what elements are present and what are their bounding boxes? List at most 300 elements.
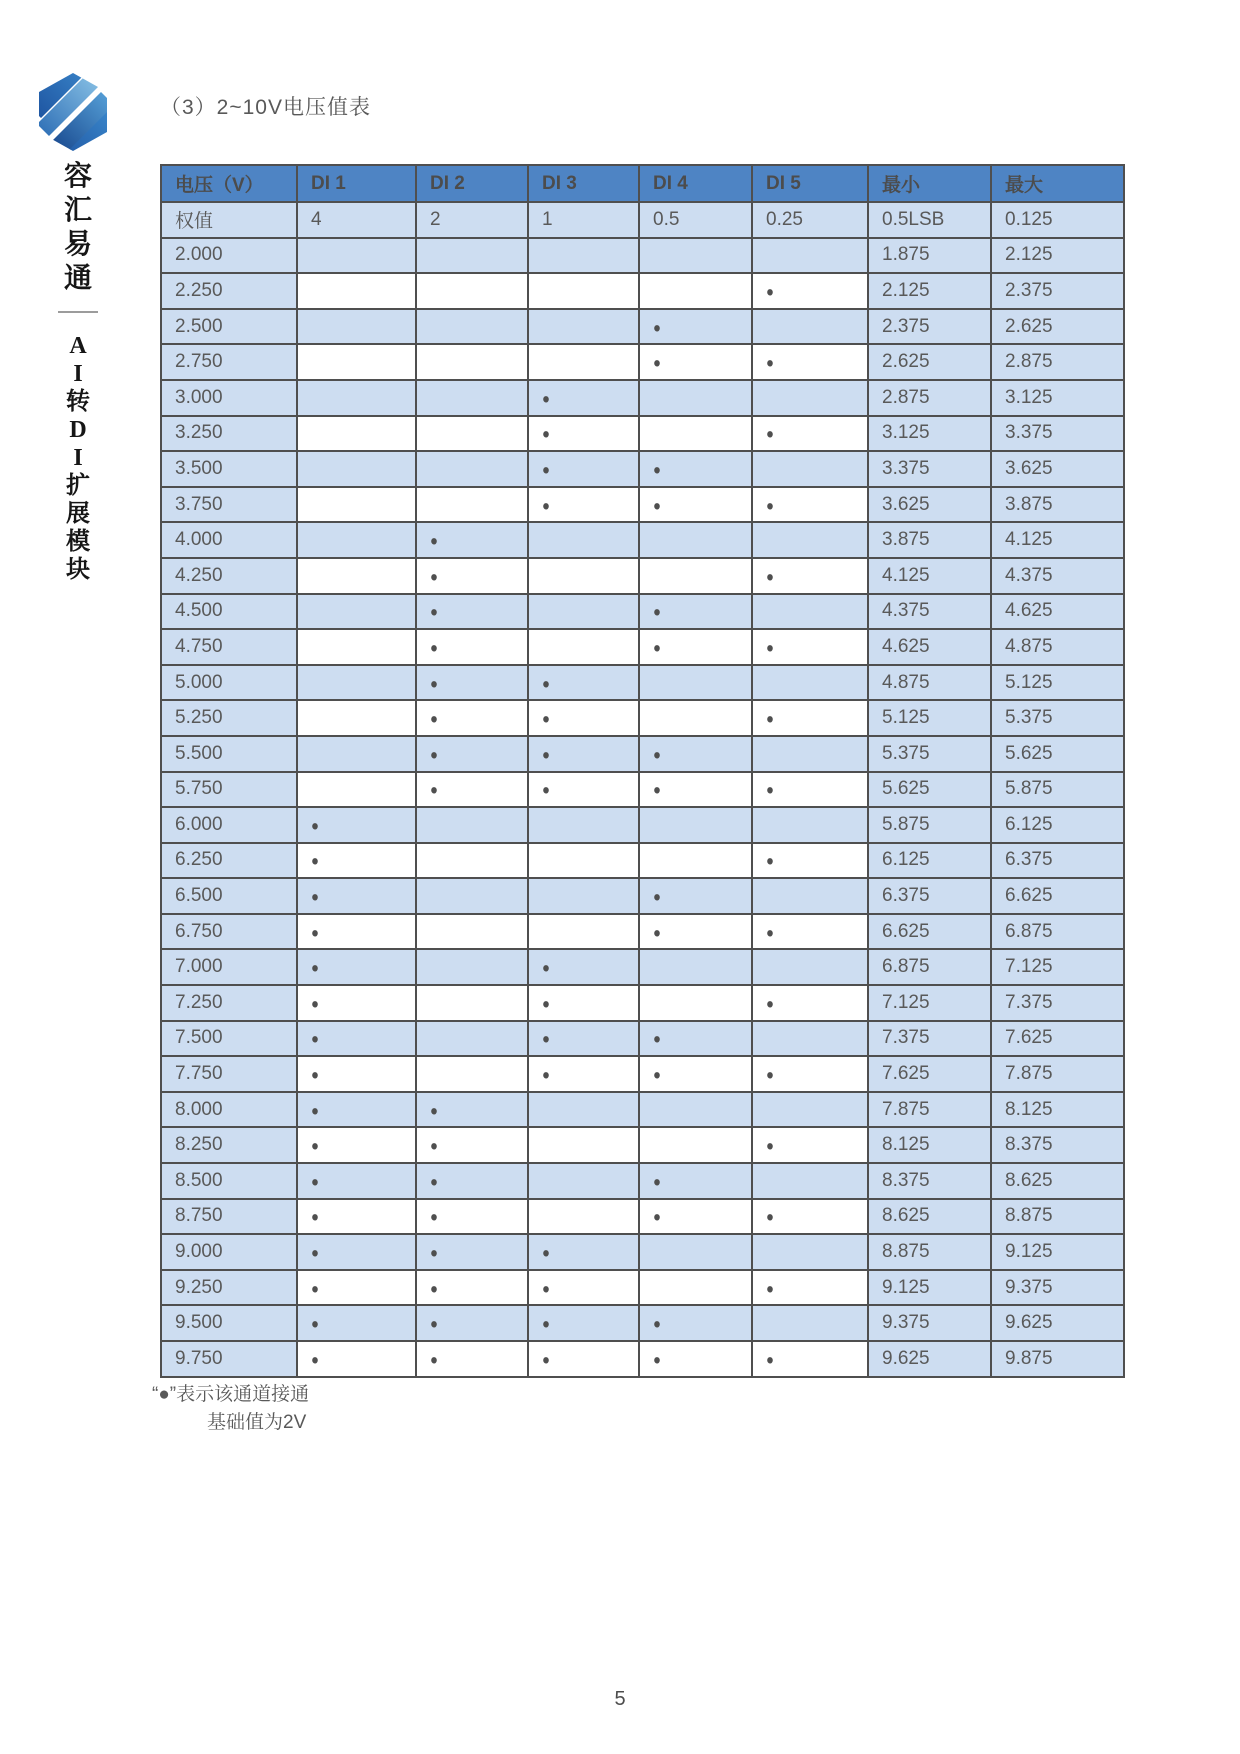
channel-on-dot-icon: ● <box>542 745 550 763</box>
brand-char: 通 <box>63 263 92 294</box>
footnote-dot-legend: “●”表示该通道接通 <box>152 1384 310 1405</box>
table-row <box>161 949 1124 985</box>
max-cell: 2.875 <box>991 344 1124 380</box>
channel-on-dot-icon: ● <box>430 1243 438 1262</box>
channel-on-dot-icon: ● <box>430 1172 438 1190</box>
weight-di-cell-5: 0.25 <box>752 202 868 238</box>
table-row <box>161 487 1124 523</box>
di-cell-4 <box>639 238 752 274</box>
channel-on-dot-icon: ● <box>653 638 661 657</box>
channel-on-dot-icon: ● <box>311 1101 319 1119</box>
channel-on-dot-icon: ● <box>430 709 438 728</box>
di-cell-2 <box>416 629 528 665</box>
channel-on-dot-icon: ● <box>766 496 774 514</box>
max-cell: 5.875 <box>991 772 1124 808</box>
channel-on-dot-icon: ● <box>766 354 774 372</box>
di-cell-4 <box>639 878 752 914</box>
channel-on-dot-icon: ● <box>766 923 774 941</box>
channel-on-dot-icon: ● <box>766 638 774 657</box>
channel-on-dot-icon: ● <box>311 994 319 1012</box>
di-cell-3 <box>528 558 639 594</box>
weight-min-cell: 0.5LSB <box>868 202 991 238</box>
voltage-cell: 6.250 <box>161 843 297 879</box>
di-cell-4 <box>639 1270 752 1306</box>
voltage-cell: 4.500 <box>161 594 297 630</box>
voltage-cell: 5.000 <box>161 665 297 701</box>
channel-on-dot-icon: ● <box>430 532 438 550</box>
channel-on-dot-icon: ● <box>311 959 319 977</box>
di-cell-4 <box>639 416 752 452</box>
weight-di-cell-4: 0.5 <box>639 202 752 238</box>
channel-on-dot-icon: ● <box>653 603 661 621</box>
di-cell-5 <box>752 949 868 985</box>
weight-di-cell-2: 2 <box>416 202 528 238</box>
channel-on-dot-icon: ● <box>311 1137 319 1155</box>
channel-on-dot-icon: ● <box>653 1315 661 1333</box>
voltage-cell: 9.250 <box>161 1270 297 1306</box>
di-cell-1 <box>297 665 416 701</box>
table-row <box>161 1056 1124 1092</box>
di-cell-4 <box>639 344 752 380</box>
di-cell-2 <box>416 807 528 843</box>
module-char: I <box>73 445 83 471</box>
di-cell-5 <box>752 1305 868 1341</box>
di-cell-2 <box>416 1021 528 1057</box>
di-cell-1 <box>297 380 416 416</box>
di-cell-3 <box>528 949 639 985</box>
voltage-cell: 9.500 <box>161 1305 297 1341</box>
table-row <box>161 1341 1124 1377</box>
channel-on-dot-icon: ● <box>766 781 774 799</box>
max-cell: 2.375 <box>991 273 1124 309</box>
channel-on-dot-icon: ● <box>311 816 319 835</box>
max-cell: 6.875 <box>991 914 1124 950</box>
di-cell-2 <box>416 700 528 736</box>
voltage-cell: 3.500 <box>161 451 297 487</box>
channel-on-dot-icon: ● <box>430 1208 438 1226</box>
di-cell-2 <box>416 273 528 309</box>
di-cell-3 <box>528 451 639 487</box>
col-header-3: DI 3 <box>528 165 639 202</box>
min-cell: 8.375 <box>868 1163 991 1199</box>
min-cell: 8.875 <box>868 1234 991 1270</box>
di-cell-2 <box>416 1305 528 1341</box>
max-cell: 2.125 <box>991 238 1124 274</box>
max-cell: 3.625 <box>991 451 1124 487</box>
di-cell-3 <box>528 1199 639 1235</box>
di-cell-5 <box>752 1341 868 1377</box>
min-cell: 5.625 <box>868 772 991 808</box>
di-cell-4 <box>639 1092 752 1128</box>
di-cell-1 <box>297 629 416 665</box>
di-cell-2 <box>416 1163 528 1199</box>
di-cell-1 <box>297 309 416 345</box>
di-cell-1 <box>297 1199 416 1235</box>
min-cell: 9.125 <box>868 1270 991 1306</box>
di-cell-2 <box>416 878 528 914</box>
min-cell: 6.625 <box>868 914 991 950</box>
table-row <box>161 1021 1124 1057</box>
table-row <box>161 1163 1124 1199</box>
company-logo <box>37 72 109 152</box>
channel-on-dot-icon: ● <box>653 887 661 906</box>
di-cell-5 <box>752 594 868 630</box>
di-cell-2 <box>416 238 528 274</box>
channel-on-dot-icon: ● <box>766 1208 774 1226</box>
di-cell-2 <box>416 1234 528 1270</box>
di-cell-1 <box>297 522 416 558</box>
di-cell-5 <box>752 309 868 345</box>
channel-on-dot-icon: ● <box>766 1065 774 1084</box>
voltage-cell: 4.750 <box>161 629 297 665</box>
max-cell: 3.875 <box>991 487 1124 523</box>
di-cell-3 <box>528 522 639 558</box>
weight-di-cell-1: 4 <box>297 202 416 238</box>
di-cell-4 <box>639 949 752 985</box>
voltage-cell: 5.750 <box>161 772 297 808</box>
max-cell: 5.625 <box>991 736 1124 772</box>
min-cell: 7.625 <box>868 1056 991 1092</box>
di-cell-2 <box>416 843 528 879</box>
channel-on-dot-icon: ● <box>311 1065 319 1084</box>
di-cell-1 <box>297 416 416 452</box>
table-row <box>161 238 1124 274</box>
min-cell: 9.625 <box>868 1341 991 1377</box>
di-cell-1 <box>297 700 416 736</box>
min-cell: 2.125 <box>868 273 991 309</box>
max-cell: 9.375 <box>991 1270 1124 1306</box>
channel-on-dot-icon: ● <box>311 852 319 870</box>
channel-on-dot-icon: ● <box>542 1315 550 1333</box>
di-cell-5 <box>752 1092 868 1128</box>
di-cell-1 <box>297 451 416 487</box>
channel-on-dot-icon: ● <box>653 1172 661 1190</box>
col-header-4: DI 4 <box>639 165 752 202</box>
di-cell-3 <box>528 1021 639 1057</box>
di-cell-5 <box>752 629 868 665</box>
module-char: 展 <box>66 501 90 527</box>
channel-on-dot-icon: ● <box>542 959 550 977</box>
di-cell-4 <box>639 985 752 1021</box>
channel-on-dot-icon: ● <box>542 781 550 799</box>
di-cell-3 <box>528 1341 639 1377</box>
di-cell-3 <box>528 1270 639 1306</box>
di-cell-5 <box>752 1234 868 1270</box>
channel-on-dot-icon: ● <box>430 781 438 799</box>
di-cell-4 <box>639 380 752 416</box>
min-cell: 2.875 <box>868 380 991 416</box>
di-cell-3 <box>528 487 639 523</box>
channel-on-dot-icon: ● <box>430 1350 438 1368</box>
di-cell-1 <box>297 1234 416 1270</box>
table-row <box>161 1234 1124 1270</box>
module-char: I <box>73 361 83 387</box>
di-cell-5 <box>752 1199 868 1235</box>
di-cell-3 <box>528 736 639 772</box>
di-cell-1 <box>297 1127 416 1163</box>
channel-on-dot-icon: ● <box>542 496 550 514</box>
di-cell-5 <box>752 1021 868 1057</box>
di-cell-4 <box>639 700 752 736</box>
di-cell-3 <box>528 309 639 345</box>
weight-max-cell: 0.125 <box>991 202 1124 238</box>
max-cell: 4.625 <box>991 594 1124 630</box>
table-row <box>161 772 1124 808</box>
channel-on-dot-icon: ● <box>766 282 774 301</box>
di-cell-3 <box>528 807 639 843</box>
channel-on-dot-icon: ● <box>542 460 550 479</box>
voltage-cell: 3.000 <box>161 380 297 416</box>
voltage-cell: 9.750 <box>161 1341 297 1377</box>
brand-char: 汇 <box>63 195 92 226</box>
channel-on-dot-icon: ● <box>766 709 774 728</box>
di-cell-4 <box>639 522 752 558</box>
di-cell-3 <box>528 1127 639 1163</box>
channel-on-dot-icon: ● <box>766 852 774 870</box>
di-cell-4 <box>639 594 752 630</box>
di-cell-5 <box>752 380 868 416</box>
di-cell-3 <box>528 629 639 665</box>
voltage-cell: 9.000 <box>161 1234 297 1270</box>
voltage-cell: 8.250 <box>161 1127 297 1163</box>
di-cell-4 <box>639 1021 752 1057</box>
min-cell: 1.875 <box>868 238 991 274</box>
min-cell: 9.375 <box>868 1305 991 1341</box>
channel-on-dot-icon: ● <box>653 745 661 763</box>
di-cell-3 <box>528 1305 639 1341</box>
channel-on-dot-icon: ● <box>653 1065 661 1084</box>
table-row <box>161 878 1124 914</box>
di-cell-1 <box>297 949 416 985</box>
max-cell: 8.875 <box>991 1199 1124 1235</box>
min-cell: 4.625 <box>868 629 991 665</box>
channel-on-dot-icon: ● <box>311 1350 319 1368</box>
di-cell-5 <box>752 843 868 879</box>
voltage-cell: 3.750 <box>161 487 297 523</box>
di-cell-4 <box>639 914 752 950</box>
hexagon-logo-icon <box>37 72 109 152</box>
channel-on-dot-icon: ● <box>766 425 774 443</box>
di-cell-4 <box>639 629 752 665</box>
channel-on-dot-icon: ● <box>542 674 550 692</box>
max-cell: 8.375 <box>991 1127 1124 1163</box>
channel-on-dot-icon: ● <box>311 1243 319 1262</box>
di-cell-2 <box>416 1092 528 1128</box>
max-cell: 4.375 <box>991 558 1124 594</box>
di-cell-1 <box>297 807 416 843</box>
weight-di-cell-3: 1 <box>528 202 639 238</box>
module-char: 扩 <box>66 473 90 499</box>
min-cell: 4.125 <box>868 558 991 594</box>
di-cell-5 <box>752 522 868 558</box>
channel-on-dot-icon: ● <box>542 1243 550 1262</box>
col-header-7: 最大 <box>991 165 1124 202</box>
table-row <box>161 736 1124 772</box>
channel-on-dot-icon: ● <box>766 1279 774 1297</box>
table-row <box>161 451 1124 487</box>
di-cell-5 <box>752 451 868 487</box>
table-row <box>161 700 1124 736</box>
channel-on-dot-icon: ● <box>542 709 550 728</box>
channel-on-dot-icon: ● <box>430 1137 438 1155</box>
di-cell-2 <box>416 558 528 594</box>
table-row <box>161 807 1124 843</box>
table-row <box>161 1199 1124 1235</box>
min-cell: 6.875 <box>868 949 991 985</box>
di-cell-5 <box>752 878 868 914</box>
channel-on-dot-icon: ● <box>653 354 661 372</box>
voltage-cell: 7.500 <box>161 1021 297 1057</box>
di-cell-1 <box>297 878 416 914</box>
table-row <box>161 629 1124 665</box>
min-cell: 8.125 <box>868 1127 991 1163</box>
di-cell-1 <box>297 238 416 274</box>
di-cell-5 <box>752 238 868 274</box>
voltage-cell: 2.750 <box>161 344 297 380</box>
weight-row <box>161 202 1124 238</box>
channel-on-dot-icon: ● <box>542 1279 550 1297</box>
di-cell-1 <box>297 558 416 594</box>
voltage-cell: 7.000 <box>161 949 297 985</box>
di-cell-4 <box>639 843 752 879</box>
voltage-cell: 5.500 <box>161 736 297 772</box>
sidebar-brand-text <box>40 160 116 296</box>
col-header-2: DI 2 <box>416 165 528 202</box>
max-cell: 7.875 <box>991 1056 1124 1092</box>
max-cell: 4.125 <box>991 522 1124 558</box>
channel-on-dot-icon: ● <box>653 460 661 479</box>
table-row <box>161 985 1124 1021</box>
di-cell-2 <box>416 1127 528 1163</box>
max-cell: 4.875 <box>991 629 1124 665</box>
brand-char: 易 <box>63 229 92 260</box>
di-cell-4 <box>639 665 752 701</box>
di-cell-1 <box>297 843 416 879</box>
di-cell-4 <box>639 273 752 309</box>
channel-on-dot-icon: ● <box>430 1279 438 1297</box>
di-cell-1 <box>297 273 416 309</box>
di-cell-2 <box>416 914 528 950</box>
channel-on-dot-icon: ● <box>311 1279 319 1297</box>
table-row <box>161 1305 1124 1341</box>
voltage-cell: 2.250 <box>161 273 297 309</box>
section-title: （3）2~10V电压值表 <box>160 96 371 119</box>
di-cell-2 <box>416 309 528 345</box>
di-cell-4 <box>639 772 752 808</box>
channel-on-dot-icon: ● <box>430 567 438 585</box>
channel-on-dot-icon: ● <box>653 318 661 336</box>
voltage-cell: 8.000 <box>161 1092 297 1128</box>
di-cell-5 <box>752 985 868 1021</box>
table-row <box>161 558 1124 594</box>
min-cell: 4.375 <box>868 594 991 630</box>
voltage-cell: 7.250 <box>161 985 297 1021</box>
di-cell-3 <box>528 1092 639 1128</box>
channel-on-dot-icon: ● <box>311 1315 319 1333</box>
di-cell-1 <box>297 1092 416 1128</box>
min-cell: 7.375 <box>868 1021 991 1057</box>
di-cell-3 <box>528 914 639 950</box>
min-cell: 5.125 <box>868 700 991 736</box>
di-cell-1 <box>297 1056 416 1092</box>
di-cell-3 <box>528 878 639 914</box>
di-cell-2 <box>416 949 528 985</box>
channel-on-dot-icon: ● <box>766 994 774 1012</box>
di-cell-4 <box>639 487 752 523</box>
channel-on-dot-icon: ● <box>430 1315 438 1333</box>
voltage-cell: 2.500 <box>161 309 297 345</box>
di-cell-3 <box>528 380 639 416</box>
page-number: 5 <box>614 1688 626 1710</box>
module-char: A <box>69 333 87 359</box>
footnote-base-value: 基础值为2V <box>207 1412 307 1433</box>
di-cell-1 <box>297 1163 416 1199</box>
di-cell-2 <box>416 736 528 772</box>
di-cell-2 <box>416 594 528 630</box>
di-cell-5 <box>752 1270 868 1306</box>
table-row <box>161 416 1124 452</box>
sidebar-module-text <box>40 332 116 584</box>
col-header-5: DI 5 <box>752 165 868 202</box>
min-cell: 3.125 <box>868 416 991 452</box>
channel-on-dot-icon: ● <box>311 887 319 906</box>
di-cell-4 <box>639 736 752 772</box>
table-row <box>161 843 1124 879</box>
di-cell-1 <box>297 985 416 1021</box>
min-cell: 7.875 <box>868 1092 991 1128</box>
min-cell: 7.125 <box>868 985 991 1021</box>
voltage-cell: 6.750 <box>161 914 297 950</box>
max-cell: 6.375 <box>991 843 1124 879</box>
max-cell: 6.625 <box>991 878 1124 914</box>
voltage-cell: 7.750 <box>161 1056 297 1092</box>
di-cell-1 <box>297 736 416 772</box>
max-cell: 9.125 <box>991 1234 1124 1270</box>
table-row <box>161 273 1124 309</box>
channel-on-dot-icon: ● <box>430 674 438 692</box>
di-cell-5 <box>752 772 868 808</box>
channel-on-dot-icon: ● <box>542 389 550 407</box>
col-header-0: 电压（V） <box>161 165 297 202</box>
di-cell-3 <box>528 594 639 630</box>
max-cell: 6.125 <box>991 807 1124 843</box>
di-cell-4 <box>639 1341 752 1377</box>
di-cell-3 <box>528 843 639 879</box>
di-cell-2 <box>416 380 528 416</box>
voltage-value-table <box>160 164 1125 1378</box>
max-cell: 5.125 <box>991 665 1124 701</box>
max-cell: 8.625 <box>991 1163 1124 1199</box>
channel-on-dot-icon: ● <box>430 603 438 621</box>
voltage-cell: 3.250 <box>161 416 297 452</box>
min-cell: 8.625 <box>868 1199 991 1235</box>
table-header-row <box>161 165 1124 202</box>
di-cell-4 <box>639 1305 752 1341</box>
table-row <box>161 665 1124 701</box>
di-cell-1 <box>297 1305 416 1341</box>
di-cell-3 <box>528 273 639 309</box>
channel-on-dot-icon: ● <box>430 638 438 657</box>
table-row <box>161 522 1124 558</box>
di-cell-2 <box>416 1199 528 1235</box>
voltage-cell: 4.000 <box>161 522 297 558</box>
channel-on-dot-icon: ● <box>542 1065 550 1084</box>
module-char: 块 <box>66 557 90 583</box>
table-row <box>161 344 1124 380</box>
min-cell: 5.875 <box>868 807 991 843</box>
col-header-6: 最小 <box>868 165 991 202</box>
min-cell: 2.375 <box>868 309 991 345</box>
